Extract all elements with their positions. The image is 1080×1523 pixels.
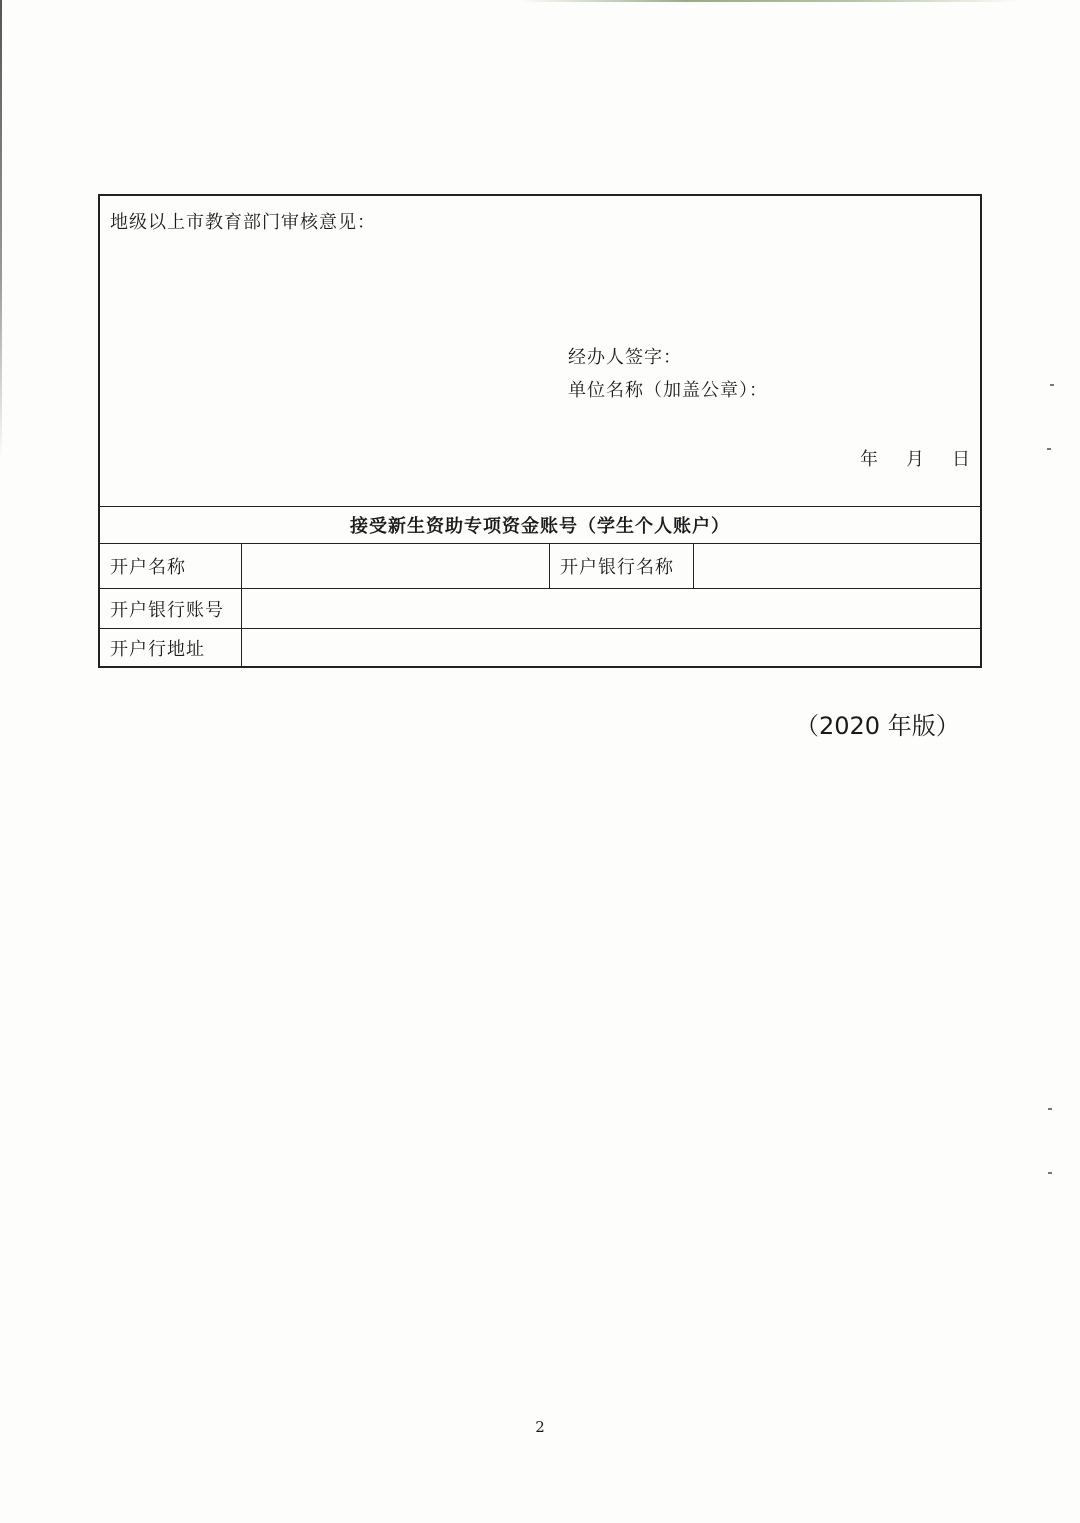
page-number: 2: [535, 1418, 545, 1436]
scan-speck: [1047, 448, 1051, 450]
account-name-field[interactable]: [242, 544, 550, 588]
scan-edge-artifact: [0, 0, 2, 460]
date-line: [860, 445, 970, 471]
table-row: [100, 629, 980, 666]
scan-edge-artifact: [520, 0, 1020, 2]
review-opinion-label: 地级以上市教育部门审核意见：: [110, 212, 376, 233]
bank-name-field[interactable]: [694, 544, 980, 588]
table-row: [100, 544, 980, 589]
review-opinion-section: [100, 196, 980, 507]
account-name-label: 开户名称: [100, 544, 242, 588]
scan-speck: [1048, 1172, 1052, 1174]
date-year-label: 年: [860, 449, 878, 470]
unit-name-seal-label: 单位名称（加盖公章）：: [568, 380, 768, 401]
account-section-header: 接受新生资助专项资金账号（学生个人账户）: [100, 507, 980, 544]
application-form-table: [98, 194, 982, 668]
scan-speck: [1048, 1108, 1052, 1110]
bank-name-label: 开户银行名称: [550, 544, 694, 588]
form-version-label: （2020 年版）: [795, 712, 960, 740]
table-row: [100, 589, 980, 629]
scan-speck: [1050, 384, 1054, 386]
bank-address-label: 开户行地址: [100, 629, 242, 666]
bank-address-field[interactable]: [242, 629, 980, 666]
date-month-label: 月: [906, 449, 924, 470]
date-day-label: 日: [952, 449, 970, 470]
account-number-label: 开户银行账号: [100, 589, 242, 628]
account-number-field[interactable]: [242, 589, 980, 628]
handler-signature-label: 经办人签字：: [568, 347, 682, 368]
